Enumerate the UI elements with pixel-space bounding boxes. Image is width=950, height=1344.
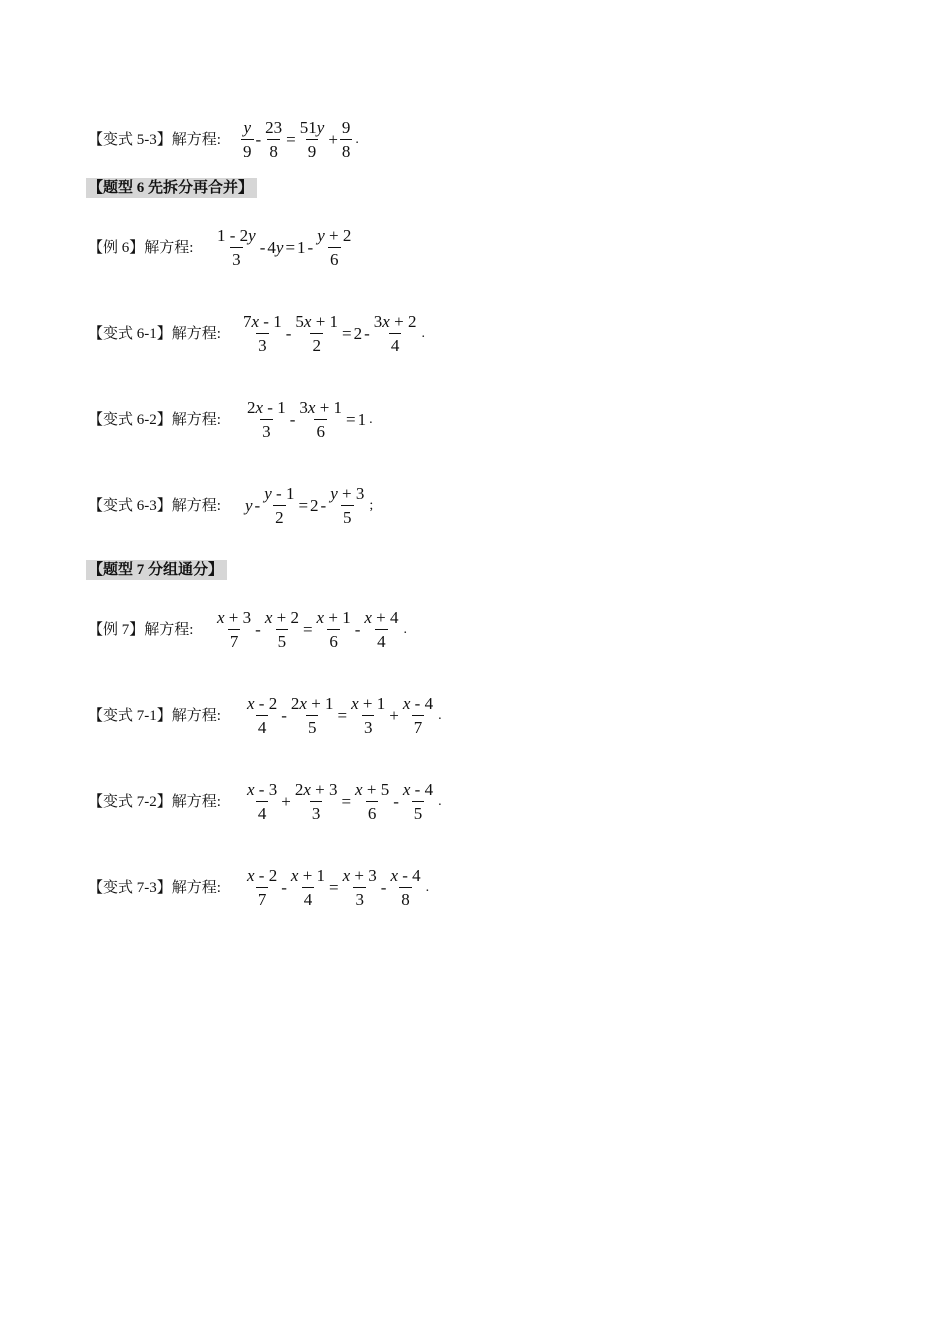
numerator: 2x + 1 bbox=[290, 694, 334, 713]
fraction bbox=[245, 398, 288, 442]
denominator: 9 bbox=[241, 139, 254, 162]
numerator: 9 bbox=[341, 118, 351, 137]
operator: = bbox=[341, 792, 352, 811]
fraction bbox=[297, 398, 344, 442]
numerator: 2x + 3 bbox=[294, 780, 338, 799]
numerator: x + 2 bbox=[264, 608, 299, 627]
denominator: 4 bbox=[256, 715, 269, 738]
operator: = bbox=[346, 410, 356, 429]
numerator: 5x + 1 bbox=[295, 312, 339, 331]
denominator: 2 bbox=[310, 333, 323, 356]
equation bbox=[214, 610, 407, 650]
numerator: 23 bbox=[265, 118, 283, 137]
section-heading-type7: 【题型 7 分组通分】 bbox=[86, 560, 227, 580]
equation bbox=[244, 782, 442, 822]
numerator: 51y bbox=[299, 118, 325, 137]
numerator: x + 1 bbox=[316, 608, 351, 627]
numerator: 7x - 1 bbox=[243, 312, 282, 331]
punctuation: . bbox=[421, 326, 425, 341]
denominator: 3 bbox=[230, 247, 243, 270]
problem-label: 【变式 7-1】解方程: bbox=[88, 708, 221, 724]
denominator: 3 bbox=[362, 715, 375, 738]
denominator: 3 bbox=[260, 419, 273, 442]
problem-label: 【变式 5-3】解方程: bbox=[88, 132, 221, 148]
fraction bbox=[215, 226, 258, 270]
fraction bbox=[245, 694, 279, 738]
denominator: 8 bbox=[267, 139, 280, 162]
operator: - bbox=[281, 878, 287, 897]
fraction bbox=[263, 608, 301, 652]
fraction bbox=[262, 484, 296, 528]
denominator: 8 bbox=[399, 887, 412, 910]
operator: - bbox=[364, 324, 370, 343]
operator: = bbox=[286, 130, 296, 149]
operator: - bbox=[380, 878, 387, 897]
numerator: y - 1 bbox=[264, 484, 295, 503]
term: y bbox=[245, 496, 253, 515]
numerator: x - 4 bbox=[390, 866, 421, 885]
numerator: 3x + 1 bbox=[299, 398, 343, 417]
fraction bbox=[241, 118, 254, 162]
numerator: x + 1 bbox=[351, 694, 386, 713]
fraction bbox=[245, 866, 279, 910]
numerator: x - 3 bbox=[247, 780, 278, 799]
equation bbox=[244, 400, 373, 440]
fraction bbox=[245, 780, 279, 824]
fraction bbox=[340, 118, 353, 162]
term: 2 bbox=[310, 496, 319, 515]
denominator: 5 bbox=[412, 801, 425, 824]
operator: + bbox=[328, 130, 338, 149]
numerator: y + 2 bbox=[317, 226, 352, 245]
denominator: 7 bbox=[228, 629, 241, 652]
punctuation: . bbox=[369, 412, 373, 427]
fraction bbox=[293, 312, 340, 356]
term: 4y bbox=[267, 238, 284, 257]
operator: = bbox=[342, 324, 352, 343]
equation bbox=[244, 486, 373, 526]
denominator: 5 bbox=[276, 629, 289, 652]
operator: = bbox=[285, 238, 296, 257]
punctuation: ; bbox=[369, 498, 374, 513]
numerator: x - 4 bbox=[402, 694, 434, 713]
numerator: x + 4 bbox=[364, 608, 399, 627]
fraction bbox=[315, 226, 353, 270]
problem-label: 【例 6】解方程: bbox=[88, 240, 194, 256]
punctuation: . bbox=[425, 880, 430, 895]
problem-label: 【变式 6-1】解方程: bbox=[88, 326, 221, 342]
fraction bbox=[388, 866, 422, 910]
numerator: x + 1 bbox=[290, 866, 326, 885]
punctuation: . bbox=[355, 132, 359, 147]
operator: - bbox=[393, 792, 399, 811]
fraction bbox=[362, 608, 400, 652]
problem-label: 【变式 6-3】解方程: bbox=[88, 498, 221, 514]
numerator: 1 - 2y bbox=[217, 226, 256, 245]
numerator: x + 5 bbox=[355, 780, 390, 799]
numerator: x + 3 bbox=[217, 608, 252, 627]
operator: - bbox=[354, 620, 361, 639]
denominator: 4 bbox=[375, 629, 388, 652]
operator: - bbox=[255, 620, 261, 639]
numerator: 2x - 1 bbox=[247, 398, 286, 417]
denominator: 4 bbox=[389, 333, 402, 356]
fraction bbox=[353, 780, 391, 824]
equation bbox=[244, 868, 429, 908]
term: 1 bbox=[357, 410, 367, 429]
denominator: 6 bbox=[327, 629, 340, 652]
denominator: 8 bbox=[340, 139, 353, 162]
numerator: x - 4 bbox=[402, 780, 434, 799]
denominator: 5 bbox=[341, 505, 354, 528]
fraction bbox=[289, 694, 336, 738]
equation bbox=[244, 696, 442, 736]
denominator: 9 bbox=[306, 139, 319, 162]
denominator: 3 bbox=[353, 887, 366, 910]
fraction bbox=[328, 484, 366, 528]
operator: = bbox=[302, 620, 313, 639]
operator: - bbox=[289, 410, 296, 429]
numerator: x - 2 bbox=[247, 866, 278, 885]
punctuation: . bbox=[438, 708, 442, 723]
problem-label: 【变式 6-2】解方程: bbox=[88, 412, 221, 428]
denominator: 6 bbox=[366, 801, 379, 824]
fraction bbox=[241, 312, 284, 356]
fraction bbox=[372, 312, 419, 356]
fraction bbox=[263, 118, 284, 162]
operator: = bbox=[298, 496, 309, 515]
operator: - bbox=[254, 496, 261, 515]
term: 1 bbox=[297, 238, 306, 257]
fraction bbox=[401, 694, 435, 738]
operator: + bbox=[389, 706, 399, 725]
denominator: 3 bbox=[310, 801, 323, 824]
fraction bbox=[215, 608, 253, 652]
punctuation: . bbox=[438, 794, 442, 809]
operator: = bbox=[337, 706, 348, 725]
fraction bbox=[349, 694, 387, 738]
numerator: y + 3 bbox=[330, 484, 365, 503]
term: 2 bbox=[353, 324, 363, 343]
denominator: 3 bbox=[256, 333, 269, 356]
denominator: 2 bbox=[273, 505, 286, 528]
fraction bbox=[298, 118, 327, 162]
operator: - bbox=[255, 130, 262, 149]
numerator: x - 2 bbox=[247, 694, 278, 713]
fraction bbox=[341, 866, 379, 910]
fraction bbox=[401, 780, 435, 824]
punctuation: . bbox=[403, 622, 407, 637]
denominator: 4 bbox=[256, 801, 269, 824]
denominator: 6 bbox=[328, 247, 341, 270]
fraction bbox=[315, 608, 353, 652]
section-heading-type6: 【题型 6 先拆分再合并】 bbox=[86, 178, 257, 198]
denominator: 7 bbox=[412, 715, 425, 738]
equation bbox=[240, 314, 425, 354]
denominator: 6 bbox=[314, 419, 327, 442]
equation bbox=[240, 120, 359, 160]
operator: - bbox=[259, 238, 266, 257]
operator: = bbox=[329, 878, 339, 897]
numerator: x + 3 bbox=[342, 866, 377, 885]
fraction bbox=[289, 866, 327, 910]
operator: - bbox=[307, 238, 314, 257]
fraction bbox=[293, 780, 340, 824]
problem-label: 【例 7】解方程: bbox=[88, 622, 194, 638]
numerator: 3x + 2 bbox=[373, 312, 417, 331]
problem-label: 【变式 7-2】解方程: bbox=[88, 794, 221, 810]
denominator: 5 bbox=[306, 715, 319, 738]
operator: - bbox=[285, 324, 292, 343]
operator: - bbox=[320, 496, 327, 515]
operator: - bbox=[281, 706, 287, 725]
operator: + bbox=[281, 792, 291, 811]
problem-label: 【变式 7-3】解方程: bbox=[88, 880, 221, 896]
equation bbox=[214, 228, 354, 268]
denominator: 7 bbox=[256, 887, 269, 910]
numerator: y bbox=[243, 118, 252, 137]
denominator: 4 bbox=[302, 887, 315, 910]
